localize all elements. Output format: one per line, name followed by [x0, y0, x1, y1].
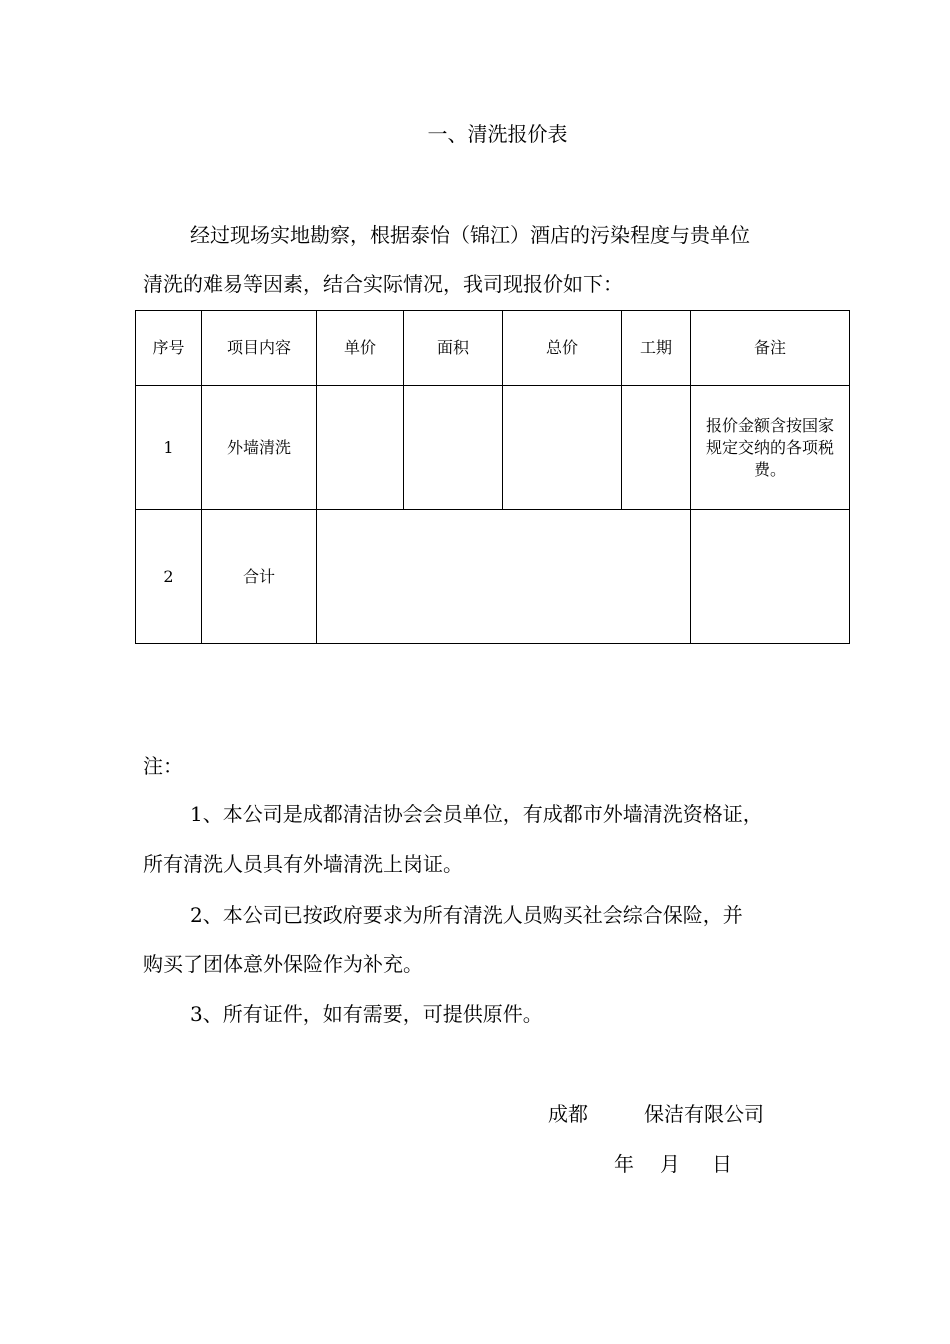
- row2-remark: [691, 510, 850, 644]
- quote-table: [135, 310, 850, 644]
- company-name: 保洁有限公司: [644, 1102, 764, 1126]
- row1-remark: 报价金额含按国家规定交纳的各项税费。: [691, 386, 850, 510]
- header-remark: 备注: [691, 311, 850, 386]
- table-header-row: [136, 311, 850, 386]
- table-row: [136, 510, 850, 644]
- notes-label: 注：: [143, 754, 183, 778]
- intro-line-2: 清洗的难易等因素，结合实际情况，我司现报价如下：: [143, 272, 623, 296]
- row2-amount: [317, 510, 691, 644]
- row2-item: 合计: [202, 510, 317, 644]
- row1-item: 外墙清洗: [202, 386, 317, 510]
- note-2-line-2: 购买了团体意外保险作为补充。: [143, 952, 423, 976]
- header-area: 面积: [404, 311, 503, 386]
- table-row: [136, 386, 850, 510]
- note-3: 3、所有证件，如有需要，可提供原件。: [190, 1002, 543, 1026]
- company-signature: [548, 1100, 764, 1128]
- signature-date: [614, 1150, 732, 1178]
- row1-total: [503, 386, 622, 510]
- date-year: 年: [614, 1152, 634, 1176]
- header-period: 工期: [622, 311, 691, 386]
- date-month: 月: [660, 1152, 680, 1176]
- header-unit-price: 单价: [317, 311, 404, 386]
- document-title: 一、清洗报价表: [427, 122, 568, 146]
- row2-no: 2: [136, 510, 202, 644]
- row1-period: [622, 386, 691, 510]
- intro-line-1: 经过现场实地勘察，根据泰怡（锦江）酒店的污染程度与贵单位: [190, 223, 750, 247]
- date-day: 日: [712, 1152, 732, 1176]
- note-1-line-1: 1、本公司是成都清洁协会会员单位，有成都市外墙清洗资格证，: [190, 802, 763, 826]
- row1-unit-price: [317, 386, 404, 510]
- header-no: 序号: [136, 311, 202, 386]
- header-total: 总价: [503, 311, 622, 386]
- note-1-line-2: 所有清洗人员具有外墙清洗上岗证。: [143, 852, 463, 876]
- note-2-line-1: 2、本公司已按政府要求为所有清洗人员购买社会综合保险，并: [190, 903, 743, 927]
- header-item: 项目内容: [202, 311, 317, 386]
- row1-no: 1: [136, 386, 202, 510]
- row1-area: [404, 386, 503, 510]
- company-city: 成都: [548, 1102, 588, 1126]
